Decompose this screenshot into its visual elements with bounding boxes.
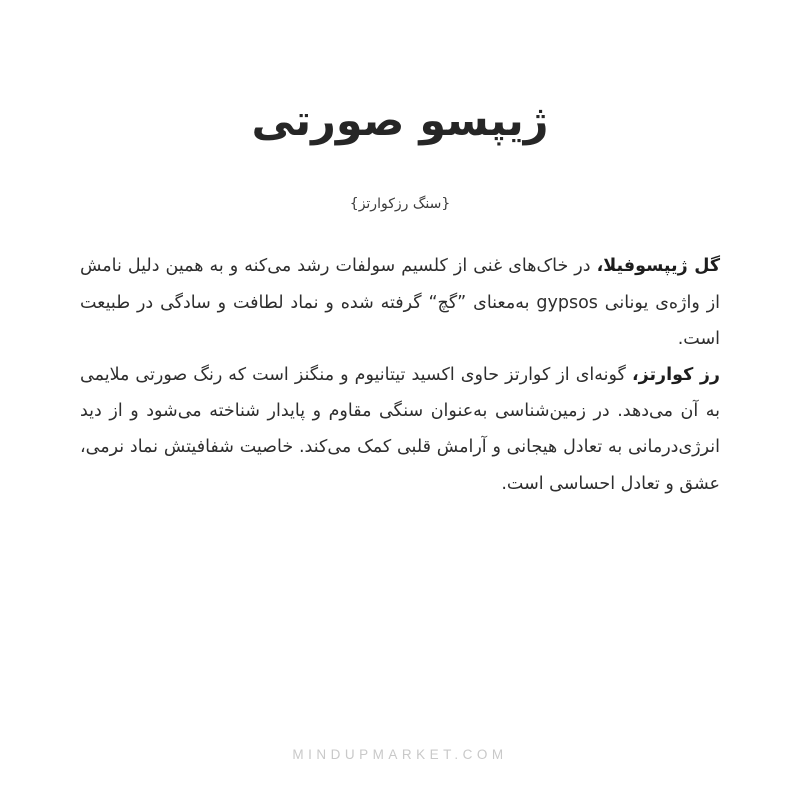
paragraph-1-lead: گل ژیپسوفیلا، [596,256,721,277]
paragraph-gypsophila [80,248,720,357]
paragraph-1-text: در خاک‌های غنی از کلسیم سولفات رشد می‌کنه و به همین دلیل نامش از واژه‌ی یونانی gypsos به‌معنای ”گچ“ گرفته شده و نماد لطافت و سادگی در طبیعت است. [80,256,721,349]
page-subtitle: {سنگ رزکوارتز} [349,196,451,213]
footer-watermark: MINDUPMARKET.COM [292,747,508,762]
paragraph-2-text: گونه‌ای از کوارتز حاوی اکسید تیتانیوم و منگنز است که رنگ صورتی ملایمی به آن می‌دهد. در زمین‌شناسی به‌عنوان سنگی مقاوم و پایدار شناخته می‌شود و از دید انرژی‌درمانی به تعادل هیجانی و آرامش قلبی کمک می‌کند. خاصیت شفافیتش نماد نرمی، عشق و تعادل احساسی است. [80,365,720,494]
article-body [80,248,720,502]
page-title: ژیپسو صورتی [251,96,549,146]
paragraph-rose-quartz [80,357,720,502]
paragraph-2-lead: رز کوارتز، [631,365,720,386]
